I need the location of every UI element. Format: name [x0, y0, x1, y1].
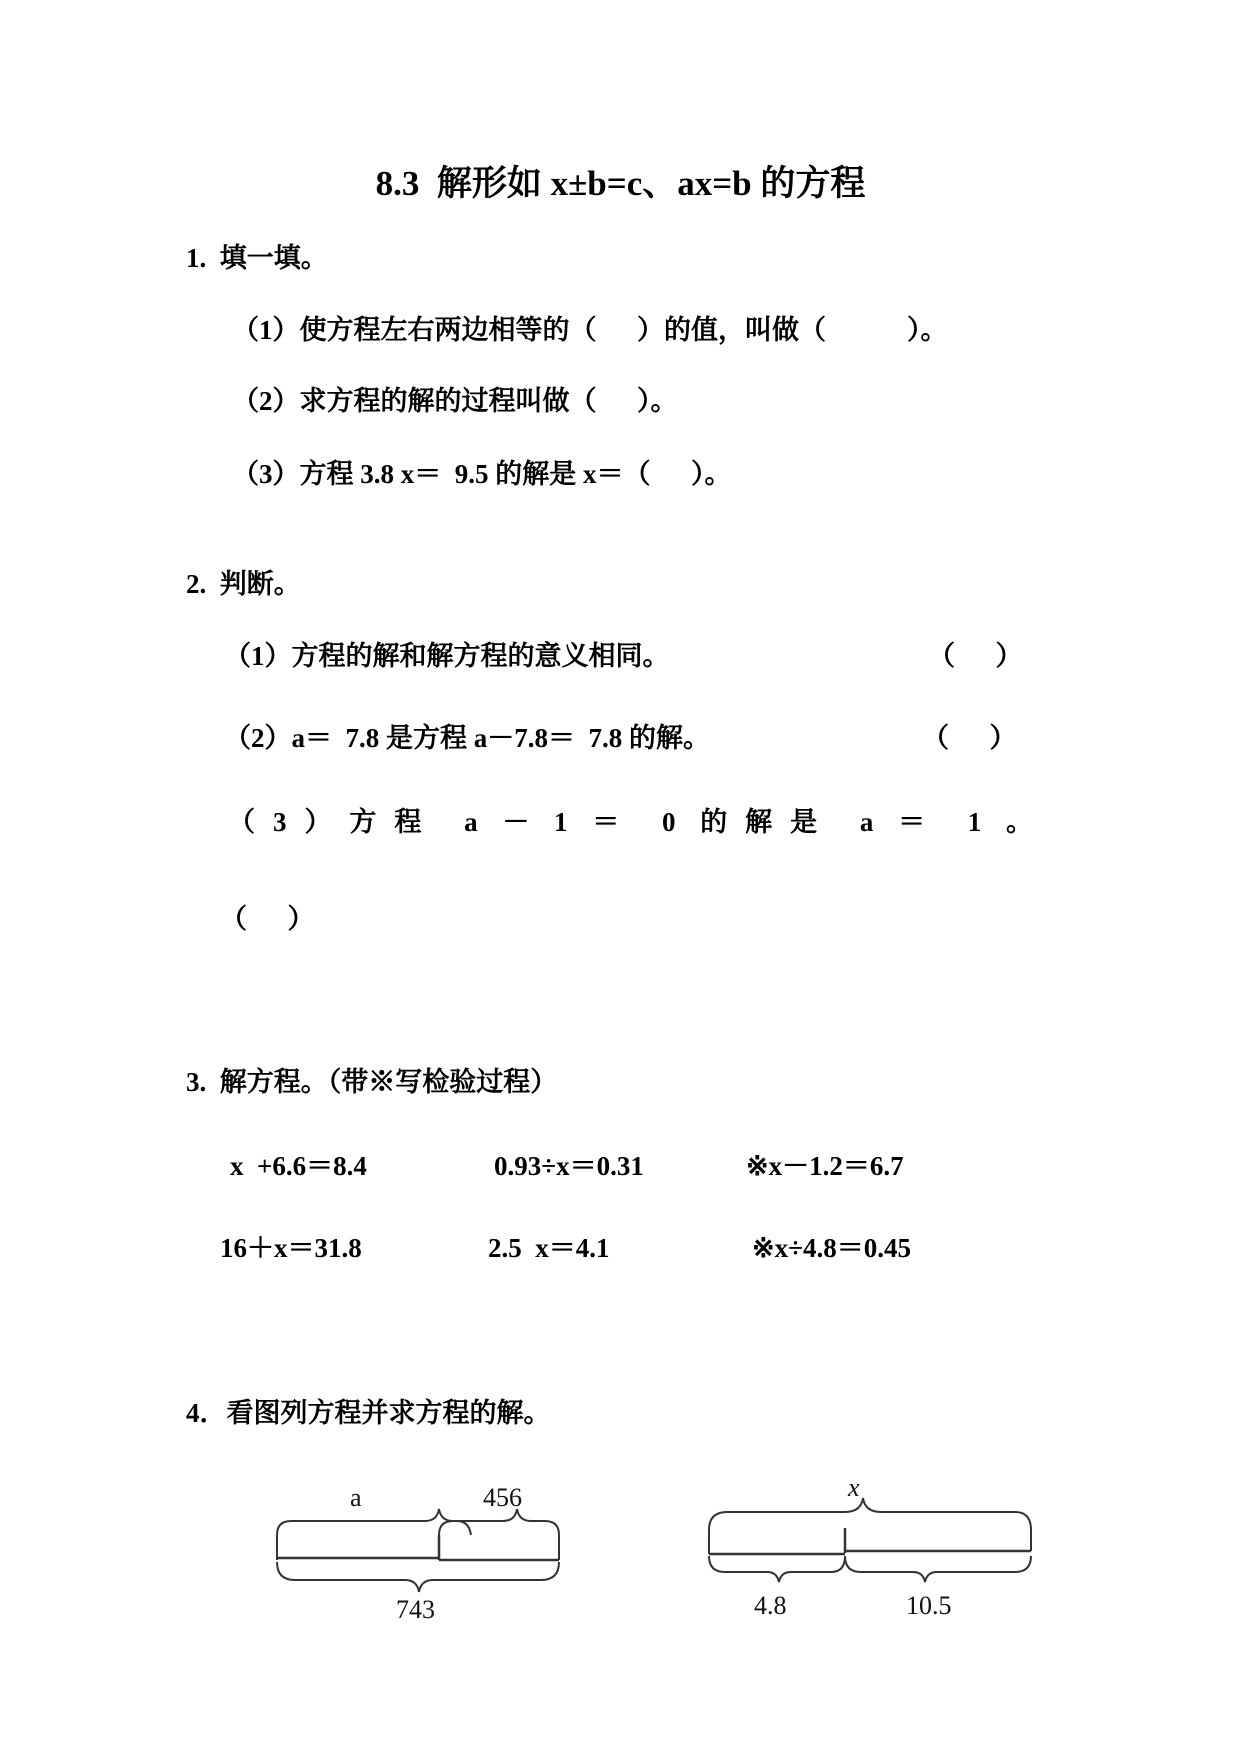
- equation: x +6.6＝8.4: [230, 1151, 367, 1181]
- q1-item-3: （3）方程 3.8 x＝ 9.5 的解是 x＝（ ）。: [232, 459, 732, 489]
- diagram-2-label-b: 10.5: [906, 1591, 952, 1620]
- diagram-1-label-b: 456: [483, 1483, 522, 1512]
- brace-part-a: [277, 1509, 471, 1535]
- diagram-2-label-total: x: [848, 1473, 860, 1502]
- brace-part-b: [845, 1556, 1031, 1582]
- q1-item-2: （2）求方程的解的过程叫做（ ）。: [232, 386, 678, 416]
- diagram-2-label-a: 4.8: [754, 1591, 787, 1620]
- brace-part-b: [439, 1509, 559, 1535]
- equation: ※x－1.2＝6.7: [746, 1151, 904, 1181]
- q2-answer-paren-2[interactable]: （ ）: [922, 723, 1017, 753]
- equation: 2.5 x＝4.1: [488, 1233, 610, 1263]
- q1-item-1: （1）使方程左右两边相等的（ ）的值，叫做（ ）。: [232, 315, 948, 345]
- brace-total: [277, 1562, 559, 1592]
- q2-heading: 2. 判断。: [186, 569, 301, 599]
- equation: ※x÷4.8＝0.45: [752, 1233, 911, 1263]
- q2-answer-paren-3[interactable]: （ ）: [220, 904, 315, 934]
- equation: 0.93÷x＝0.31: [494, 1151, 644, 1181]
- q4-heading: 4．看图列方程并求方程的解。: [186, 1398, 551, 1428]
- q2-answer-paren-1[interactable]: （ ）: [928, 641, 1023, 671]
- q2-item-2: （2）a＝ 7.8 是方程 a－7.8＝ 7.8 的解。: [224, 723, 710, 753]
- q2-item-3: （3）方程 a － 1 ＝ 0 的解是 a ＝ 1 。: [228, 807, 1033, 837]
- diagram-1: [277, 1509, 559, 1592]
- q3-heading: 3. 解方程。（带※写检验过程）: [186, 1067, 558, 1097]
- brace-part-a: [709, 1556, 845, 1582]
- diagram-1-label-total: 743: [396, 1595, 435, 1624]
- diagram-1-label-a: a: [350, 1483, 362, 1512]
- equation: 16＋x＝31.8: [220, 1233, 362, 1263]
- diagram-2: [709, 1498, 1031, 1582]
- page-title: 8.3 解形如 x±b=c、ax=b 的方程: [375, 164, 866, 203]
- brace-total: [709, 1498, 1031, 1530]
- q2-item-1: （1）方程的解和解方程的意义相同。: [224, 641, 670, 671]
- q1-heading: 1. 填一填。: [186, 243, 328, 273]
